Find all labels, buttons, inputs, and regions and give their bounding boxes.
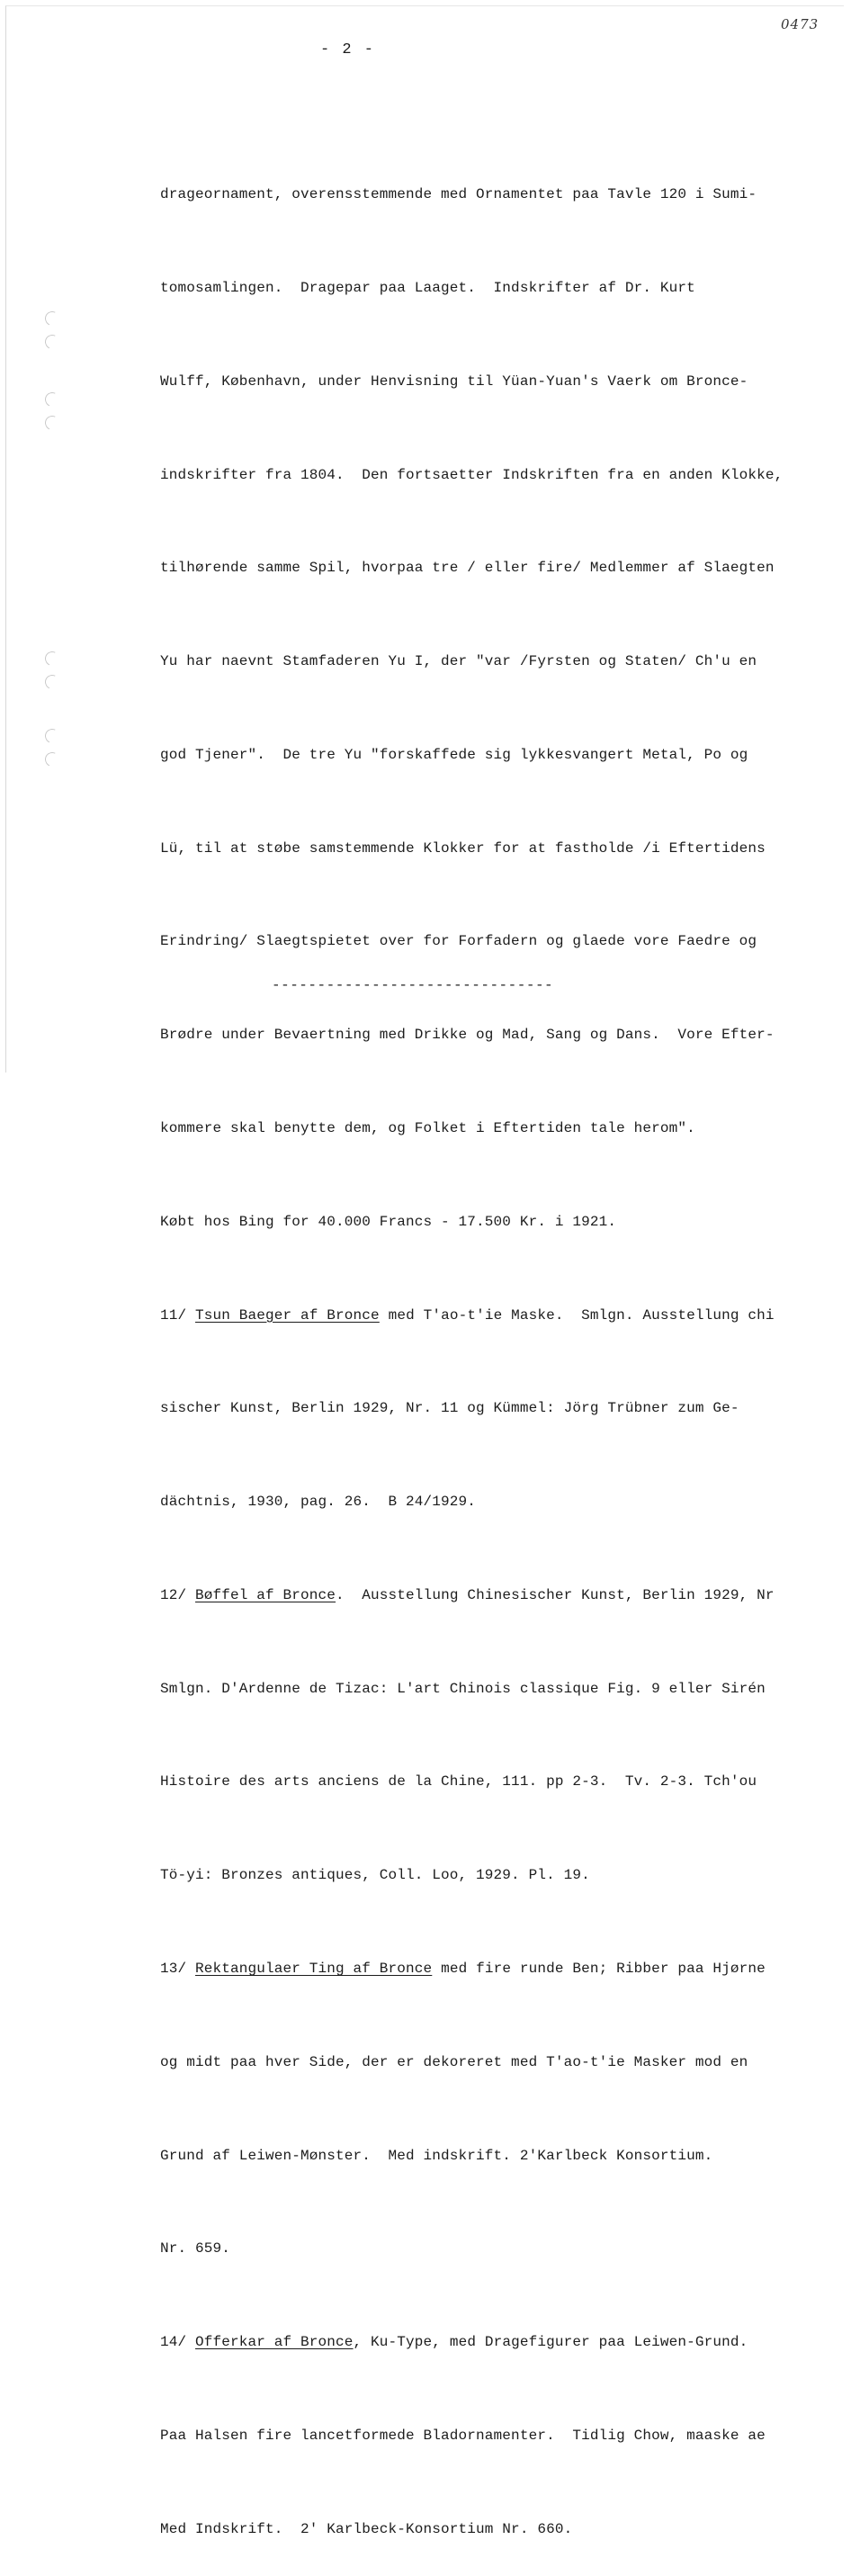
- item-title: Bøffel af Bronce: [195, 1586, 336, 1603]
- text-line: [160, 740, 826, 771]
- archive-number: 0473: [781, 16, 820, 32]
- text-line: [160, 1393, 826, 1424]
- text-line: [160, 2233, 826, 2265]
- line-text: . Ausstellung Chinesischer Kunst, Berlin 1929, Nr: [336, 1586, 775, 1603]
- line-text: Erindring/ Slaegtspietet over for Forfadern og glaede vore Faedre og: [160, 933, 757, 950]
- line-text: Købt hos Bing for 40.000 Francs - 17.500 Kr. i 1921.: [160, 1213, 617, 1230]
- line-text: dächtnis, 1930, pag. 26. B 24/1929.: [160, 1494, 477, 1511]
- text-line: [160, 2514, 826, 2545]
- text-line: [160, 1860, 826, 1891]
- line-text: Tö-yi: Bronzes antiques, Coll. Loo, 1929. Pl. 19.: [160, 1867, 590, 1884]
- text-line: [160, 460, 826, 491]
- line-text: med fire runde Ben; Ribber paa Hjørne: [432, 1961, 766, 1978]
- item-number: 12/: [160, 1586, 196, 1603]
- line-text: , Ku-Type, med Dragefigurer paa Leiwen-Grund.: [353, 2334, 748, 2351]
- typed-text-body: [160, 117, 826, 2576]
- line-text: Nr. 659.: [160, 2240, 231, 2257]
- item-11-heading-line: [160, 1300, 826, 1332]
- item-13-heading-line: [160, 1953, 826, 1985]
- end-rule: -------------------------------: [272, 977, 554, 993]
- text-line: [160, 1766, 826, 1798]
- item-12-heading-line: [160, 1580, 826, 1611]
- text-line: [160, 926, 826, 957]
- text-line: [160, 2141, 826, 2172]
- line-text: Med Indskrift. 2' Karlbeck-Konsortium Nr. 660.: [160, 2520, 573, 2537]
- text-line: [160, 273, 826, 304]
- line-text: drageornament, overensstemmende med Ornamentet paa Tavle 120 i Sumi-: [160, 186, 757, 203]
- text-line: [160, 2420, 826, 2452]
- text-line: [160, 1674, 826, 1705]
- line-text: Smlgn. D'Ardenne de Tizac: L'art Chinois classique Fig. 9 eller Sirén: [160, 1680, 766, 1697]
- text-line: [160, 833, 826, 865]
- item-title: Tsun Baeger af Bronce: [195, 1306, 380, 1324]
- line-text: Brødre under Bevaertning med Drikke og Mad, Sang og Dans. Vore Efter-: [160, 1027, 775, 1044]
- line-text: med T'ao-t'ie Maske. Smlgn. Ausstellung chi: [379, 1306, 775, 1324]
- line-text: Lü, til at støbe samstemmende Klokker for at fastholde /i Eftertidens: [160, 839, 766, 857]
- text-line: [160, 2047, 826, 2078]
- line-text: og midt paa hver Side, der er dekoreret med T'ao-t'ie Masker mod en: [160, 2053, 748, 2070]
- line-text: Grund af Leiwen-Mønster. Med indskrift. 2'Karlbeck Konsortium.: [160, 2147, 713, 2164]
- line-text: Histoire des arts anciens de la Chine, 111. pp 2-3. Tv. 2-3. Tch'ou: [160, 1773, 757, 1791]
- text-line: [160, 366, 826, 398]
- text-line: [160, 1019, 826, 1051]
- line-text: indskrifter fra 1804. Den fortsaetter Indskriften fra en anden Klokke,: [160, 466, 784, 483]
- item-number: 14/: [160, 2334, 196, 2351]
- text-line: [160, 552, 826, 584]
- line-text: tomosamlingen. Dragepar paa Laaget. Indskrifter af Dr. Kurt: [160, 279, 695, 296]
- line-text: Wulff, København, under Henvisning til Yüan-Yuan's Vaerk om Bronce-: [160, 372, 748, 390]
- page-number: - 2 -: [320, 41, 376, 58]
- item-title: Rektangulaer Ting af Bronce: [195, 1961, 433, 1978]
- text-line: [160, 1113, 826, 1144]
- text-line: [160, 179, 826, 211]
- text-line: [160, 1207, 826, 1238]
- line-text: Paa Halsen fire lancetformede Bladornamenter. Tidlig Chow, maaske ae: [160, 2427, 766, 2444]
- item-number: 11/: [160, 1306, 196, 1324]
- item-title: Offerkar af Bronce: [195, 2334, 354, 2351]
- line-text: kommere skal benytte dem, og Folket i Eftertiden tale herom".: [160, 1120, 695, 1136]
- text-line: [160, 646, 826, 678]
- line-text: Yu har naevnt Stamfaderen Yu I, der "var /Fyrsten og Staten/ Ch'u en: [160, 653, 757, 670]
- text-line: [160, 1486, 826, 1518]
- line-text: sischer Kunst, Berlin 1929, Nr. 11 og Kümmel: Jörg Trübner zum Ge-: [160, 1400, 739, 1417]
- item-14-heading-line: [160, 2327, 826, 2358]
- item-number: 13/: [160, 1961, 196, 1978]
- line-text: tilhørende samme Spil, hvorpaa tre / eller fire/ Medlemmer af Slaegten: [160, 560, 775, 577]
- line-text: god Tjener". De tre Yu "forskaffede sig lykkesvangert Metal, Po og: [160, 746, 748, 763]
